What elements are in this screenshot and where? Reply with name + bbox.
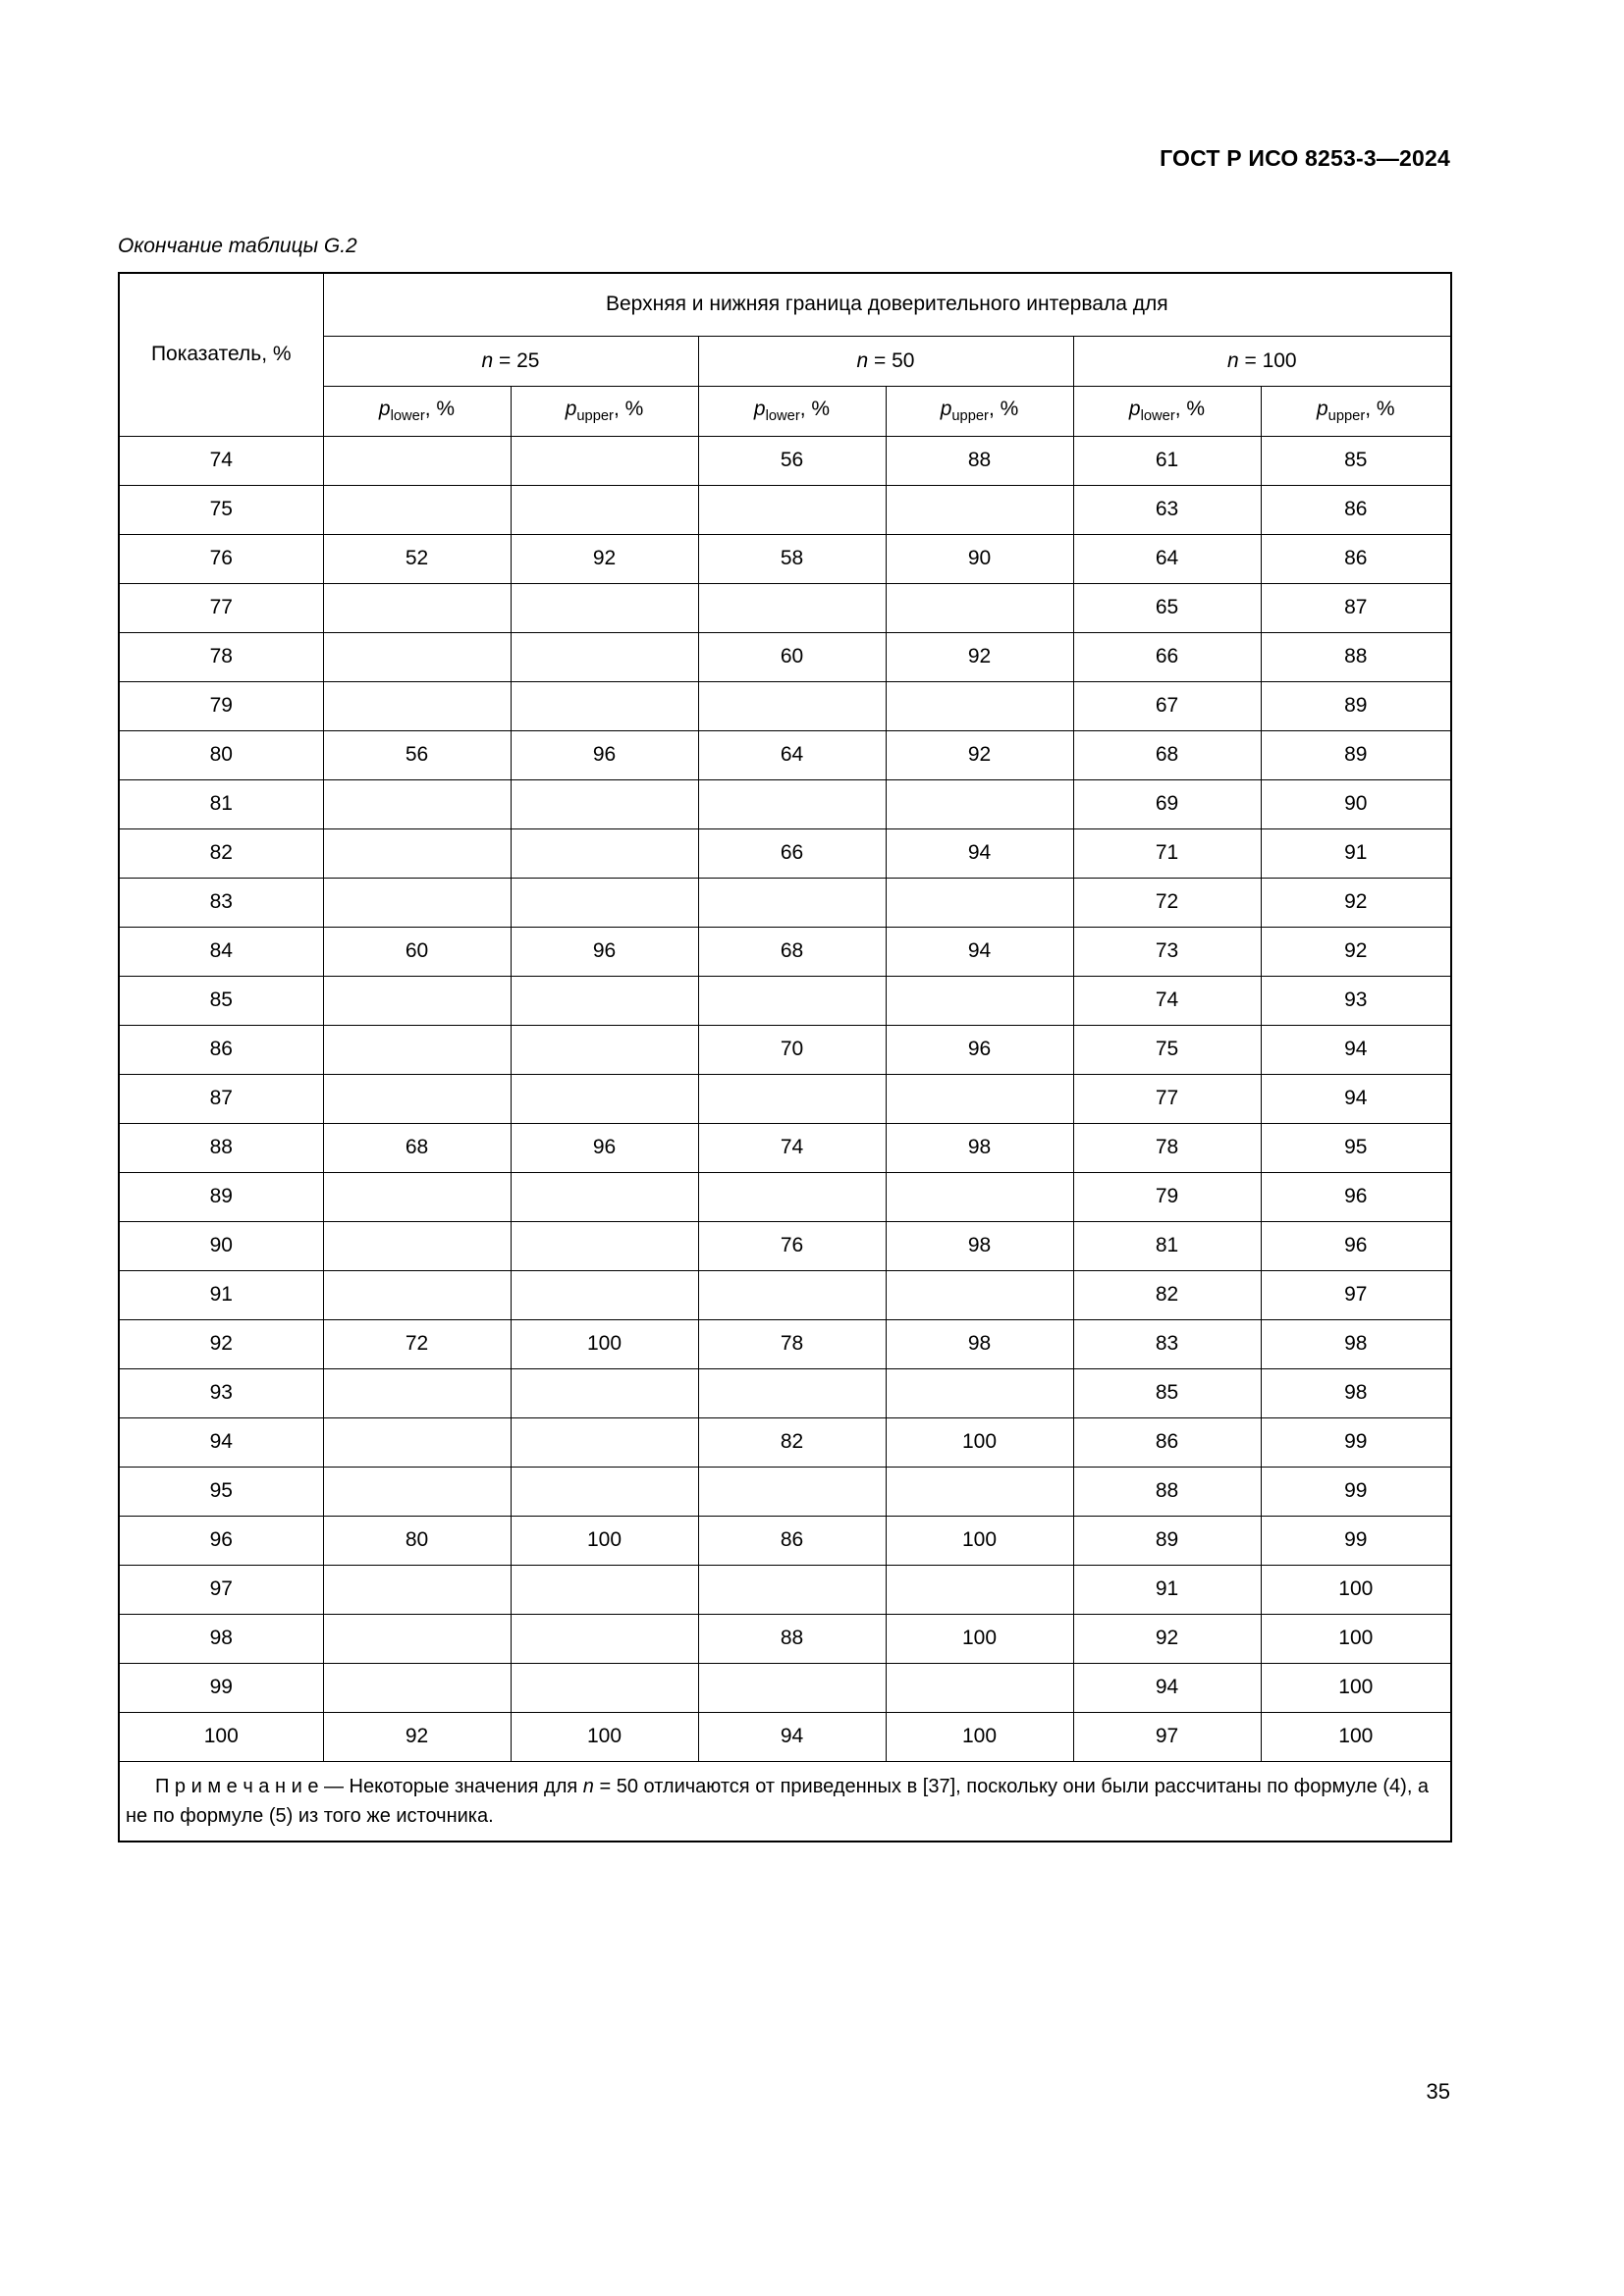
indicator-cell: 88 bbox=[119, 1123, 323, 1172]
value-cell: 88 bbox=[886, 436, 1073, 485]
value-cell bbox=[323, 1221, 511, 1270]
value-cell bbox=[698, 878, 886, 927]
value-cell: 92 bbox=[1261, 878, 1451, 927]
value-cell: 60 bbox=[698, 632, 886, 681]
value-cell: 91 bbox=[1073, 1565, 1261, 1614]
p-symbol: p bbox=[1316, 397, 1328, 420]
value-cell bbox=[698, 1663, 886, 1712]
col-header-indicator: Показатель, % bbox=[119, 273, 323, 436]
p-symbol: p bbox=[940, 397, 952, 420]
value-cell bbox=[323, 976, 511, 1025]
value-cell: 92 bbox=[511, 534, 698, 583]
value-cell: 97 bbox=[1261, 1270, 1451, 1319]
value-cell bbox=[698, 1467, 886, 1516]
indicator-cell: 75 bbox=[119, 485, 323, 534]
indicator-cell: 96 bbox=[119, 1516, 323, 1565]
value-cell: 64 bbox=[698, 730, 886, 779]
table-row bbox=[119, 583, 1451, 632]
p-subscript: lower bbox=[390, 408, 425, 425]
value-cell bbox=[511, 1074, 698, 1123]
table-row bbox=[119, 1025, 1451, 1074]
value-cell bbox=[511, 1270, 698, 1319]
note-row bbox=[119, 1761, 1451, 1842]
value-cell: 100 bbox=[1261, 1614, 1451, 1663]
value-cell bbox=[323, 1565, 511, 1614]
value-cell: 77 bbox=[1073, 1074, 1261, 1123]
note-text-2: = 50 отличаются от приведенных в [37], поскольку они были рассчитаны по формуле (4), а не по формуле (5) из того же источника. bbox=[126, 1775, 1430, 1827]
table-row bbox=[119, 1565, 1451, 1614]
value-cell bbox=[511, 1368, 698, 1417]
table-row bbox=[119, 1319, 1451, 1368]
value-cell: 83 bbox=[1073, 1319, 1261, 1368]
indicator-cell: 90 bbox=[119, 1221, 323, 1270]
value-cell bbox=[698, 485, 886, 534]
table-row bbox=[119, 927, 1451, 976]
value-cell: 78 bbox=[698, 1319, 886, 1368]
value-cell: 90 bbox=[886, 534, 1073, 583]
value-cell: 86 bbox=[1073, 1417, 1261, 1467]
value-cell: 92 bbox=[1261, 927, 1451, 976]
value-cell bbox=[698, 681, 886, 730]
value-cell bbox=[886, 779, 1073, 828]
p-suffix: , % bbox=[1365, 397, 1395, 420]
indicator-cell: 82 bbox=[119, 828, 323, 878]
value-cell: 66 bbox=[1073, 632, 1261, 681]
indicator-cell: 92 bbox=[119, 1319, 323, 1368]
value-cell: 100 bbox=[511, 1319, 698, 1368]
value-cell bbox=[323, 1614, 511, 1663]
value-cell bbox=[323, 779, 511, 828]
note-label: П р и м е ч а н и е bbox=[155, 1775, 319, 1797]
p-subscript: lower bbox=[765, 408, 800, 425]
value-cell: 91 bbox=[1261, 828, 1451, 878]
value-cell: 97 bbox=[1073, 1712, 1261, 1761]
value-cell: 99 bbox=[1261, 1516, 1451, 1565]
value-cell: 96 bbox=[1261, 1221, 1451, 1270]
table-row bbox=[119, 681, 1451, 730]
value-cell: 100 bbox=[1261, 1565, 1451, 1614]
value-cell: 99 bbox=[1261, 1417, 1451, 1467]
value-cell bbox=[323, 485, 511, 534]
value-cell: 82 bbox=[1073, 1270, 1261, 1319]
table-row bbox=[119, 828, 1451, 878]
value-cell bbox=[886, 583, 1073, 632]
table-row bbox=[119, 436, 1451, 485]
indicator-cell: 99 bbox=[119, 1663, 323, 1712]
value-cell: 88 bbox=[1261, 632, 1451, 681]
table-row bbox=[119, 1516, 1451, 1565]
n-symbol: n bbox=[1226, 348, 1239, 372]
value-cell: 79 bbox=[1073, 1172, 1261, 1221]
value-cell bbox=[323, 583, 511, 632]
value-cell bbox=[698, 583, 886, 632]
indicator-cell: 81 bbox=[119, 779, 323, 828]
n-symbol: n bbox=[481, 348, 494, 372]
value-cell bbox=[323, 1417, 511, 1467]
value-cell bbox=[698, 1368, 886, 1417]
value-cell: 98 bbox=[886, 1123, 1073, 1172]
value-cell: 85 bbox=[1073, 1368, 1261, 1417]
group-header-n50 bbox=[698, 336, 1073, 386]
value-cell: 76 bbox=[698, 1221, 886, 1270]
indicator-cell: 74 bbox=[119, 436, 323, 485]
value-cell: 98 bbox=[1261, 1368, 1451, 1417]
value-cell bbox=[511, 1614, 698, 1663]
p-suffix: , % bbox=[1174, 397, 1206, 420]
indicator-cell: 95 bbox=[119, 1467, 323, 1516]
table-row bbox=[119, 1368, 1451, 1417]
value-cell bbox=[323, 1467, 511, 1516]
value-cell: 58 bbox=[698, 534, 886, 583]
p-suffix: , % bbox=[799, 397, 831, 420]
indicator-cell: 83 bbox=[119, 878, 323, 927]
table-row bbox=[119, 976, 1451, 1025]
value-cell: 94 bbox=[698, 1712, 886, 1761]
table-row bbox=[119, 1221, 1451, 1270]
indicator-cell: 98 bbox=[119, 1614, 323, 1663]
p-subscript: upper bbox=[576, 408, 614, 425]
value-cell bbox=[698, 1074, 886, 1123]
table-note bbox=[126, 1772, 1444, 1831]
value-cell bbox=[886, 681, 1073, 730]
table-row bbox=[119, 1270, 1451, 1319]
indicator-cell: 97 bbox=[119, 1565, 323, 1614]
table-row bbox=[119, 878, 1451, 927]
value-cell bbox=[886, 1368, 1073, 1417]
table-head bbox=[119, 273, 1451, 436]
value-cell: 68 bbox=[1073, 730, 1261, 779]
value-cell bbox=[323, 1074, 511, 1123]
value-cell: 66 bbox=[698, 828, 886, 878]
value-cell: 81 bbox=[1073, 1221, 1261, 1270]
value-cell bbox=[511, 779, 698, 828]
value-cell bbox=[886, 976, 1073, 1025]
header-row-1 bbox=[119, 273, 1451, 336]
value-cell: 69 bbox=[1073, 779, 1261, 828]
indicator-cell: 85 bbox=[119, 976, 323, 1025]
value-cell: 98 bbox=[886, 1221, 1073, 1270]
value-cell bbox=[698, 1565, 886, 1614]
value-cell: 96 bbox=[511, 927, 698, 976]
value-cell: 94 bbox=[886, 927, 1073, 976]
value-cell bbox=[886, 1172, 1073, 1221]
value-cell bbox=[511, 1221, 698, 1270]
value-cell bbox=[511, 632, 698, 681]
value-cell: 94 bbox=[1073, 1663, 1261, 1712]
col-header-p-upper bbox=[511, 386, 698, 436]
value-cell bbox=[323, 878, 511, 927]
value-cell: 93 bbox=[1261, 976, 1451, 1025]
value-cell: 68 bbox=[698, 927, 886, 976]
value-cell bbox=[511, 681, 698, 730]
value-cell: 96 bbox=[1261, 1172, 1451, 1221]
value-cell: 96 bbox=[886, 1025, 1073, 1074]
table-row bbox=[119, 534, 1451, 583]
value-cell: 85 bbox=[1261, 436, 1451, 485]
value-cell bbox=[323, 1025, 511, 1074]
p-symbol: p bbox=[565, 397, 577, 420]
value-cell bbox=[323, 1368, 511, 1417]
value-cell bbox=[511, 976, 698, 1025]
value-cell bbox=[511, 485, 698, 534]
col-header-p-lower bbox=[1073, 386, 1261, 436]
value-cell: 89 bbox=[1261, 681, 1451, 730]
table-row bbox=[119, 1074, 1451, 1123]
table-row bbox=[119, 485, 1451, 534]
value-cell: 64 bbox=[1073, 534, 1261, 583]
value-cell bbox=[511, 1565, 698, 1614]
value-cell: 65 bbox=[1073, 583, 1261, 632]
group-label: = 100 bbox=[1238, 348, 1297, 372]
value-cell: 92 bbox=[886, 730, 1073, 779]
value-cell: 94 bbox=[1261, 1025, 1451, 1074]
value-cell bbox=[886, 1467, 1073, 1516]
p-symbol: p bbox=[753, 397, 766, 420]
value-cell bbox=[886, 485, 1073, 534]
value-cell: 68 bbox=[323, 1123, 511, 1172]
table-foot bbox=[119, 1761, 1451, 1842]
value-cell: 100 bbox=[886, 1712, 1073, 1761]
p-symbol: p bbox=[378, 397, 391, 420]
confidence-interval-table bbox=[118, 272, 1452, 1842]
value-cell: 100 bbox=[1261, 1663, 1451, 1712]
value-cell: 60 bbox=[323, 927, 511, 976]
value-cell: 63 bbox=[1073, 485, 1261, 534]
p-suffix: , % bbox=[424, 397, 456, 420]
value-cell bbox=[886, 1663, 1073, 1712]
col-header-p-lower bbox=[698, 386, 886, 436]
page-number: 35 bbox=[1426, 2079, 1450, 2104]
value-cell: 82 bbox=[698, 1417, 886, 1467]
table-row bbox=[119, 779, 1451, 828]
indicator-cell: 84 bbox=[119, 927, 323, 976]
value-cell bbox=[511, 1172, 698, 1221]
table-row bbox=[119, 1467, 1451, 1516]
value-cell: 70 bbox=[698, 1025, 886, 1074]
value-cell: 90 bbox=[1261, 779, 1451, 828]
value-cell bbox=[698, 1270, 886, 1319]
value-cell bbox=[323, 632, 511, 681]
value-cell: 88 bbox=[698, 1614, 886, 1663]
col-header-p-lower bbox=[323, 386, 511, 436]
value-cell: 74 bbox=[1073, 976, 1261, 1025]
value-cell bbox=[511, 1663, 698, 1712]
indicator-cell: 79 bbox=[119, 681, 323, 730]
indicator-cell: 76 bbox=[119, 534, 323, 583]
value-cell: 74 bbox=[698, 1123, 886, 1172]
indicator-cell: 93 bbox=[119, 1368, 323, 1417]
p-subscript: upper bbox=[1327, 408, 1366, 425]
value-cell: 52 bbox=[323, 534, 511, 583]
p-subscript: upper bbox=[951, 408, 989, 425]
value-cell: 86 bbox=[1261, 485, 1451, 534]
n-symbol: n bbox=[582, 1775, 594, 1797]
value-cell: 98 bbox=[1261, 1319, 1451, 1368]
p-symbol: p bbox=[1128, 397, 1141, 420]
value-cell: 100 bbox=[511, 1712, 698, 1761]
value-cell: 100 bbox=[1261, 1712, 1451, 1761]
value-cell: 56 bbox=[698, 436, 886, 485]
value-cell: 99 bbox=[1261, 1467, 1451, 1516]
table-row bbox=[119, 1417, 1451, 1467]
value-cell bbox=[511, 1025, 698, 1074]
indicator-cell: 100 bbox=[119, 1712, 323, 1761]
table-row bbox=[119, 1712, 1451, 1761]
indicator-cell: 86 bbox=[119, 1025, 323, 1074]
value-cell: 61 bbox=[1073, 436, 1261, 485]
value-cell bbox=[698, 1172, 886, 1221]
value-cell: 87 bbox=[1261, 583, 1451, 632]
value-cell: 88 bbox=[1073, 1467, 1261, 1516]
value-cell: 96 bbox=[511, 730, 698, 779]
indicator-cell: 94 bbox=[119, 1417, 323, 1467]
value-cell bbox=[511, 583, 698, 632]
value-cell: 89 bbox=[1261, 730, 1451, 779]
value-cell: 94 bbox=[1261, 1074, 1451, 1123]
group-header-n25 bbox=[323, 336, 698, 386]
value-cell bbox=[886, 1074, 1073, 1123]
value-cell: 94 bbox=[886, 828, 1073, 878]
n-symbol: n bbox=[856, 348, 869, 372]
document-header: ГОСТ Р ИСО 8253-3—2024 bbox=[1160, 145, 1450, 171]
table-caption: Окончание таблицы G.2 bbox=[118, 235, 357, 257]
document-page bbox=[118, 0, 1450, 1842]
table-row bbox=[119, 1663, 1451, 1712]
value-cell: 71 bbox=[1073, 828, 1261, 878]
table-row bbox=[119, 632, 1451, 681]
span-header: Верхняя и нижняя граница доверительного интервала для bbox=[323, 273, 1451, 336]
value-cell bbox=[511, 828, 698, 878]
indicator-cell: 78 bbox=[119, 632, 323, 681]
value-cell bbox=[886, 1565, 1073, 1614]
indicator-cell: 87 bbox=[119, 1074, 323, 1123]
value-cell: 100 bbox=[886, 1417, 1073, 1467]
value-cell: 92 bbox=[323, 1712, 511, 1761]
col-header-p-upper bbox=[1261, 386, 1451, 436]
value-cell: 67 bbox=[1073, 681, 1261, 730]
value-cell: 100 bbox=[886, 1614, 1073, 1663]
value-cell: 92 bbox=[886, 632, 1073, 681]
indicator-cell: 80 bbox=[119, 730, 323, 779]
value-cell bbox=[323, 1663, 511, 1712]
value-cell bbox=[511, 1467, 698, 1516]
table-row bbox=[119, 730, 1451, 779]
value-cell: 92 bbox=[1073, 1614, 1261, 1663]
col-header-p-upper bbox=[886, 386, 1073, 436]
value-cell: 96 bbox=[511, 1123, 698, 1172]
group-label: = 50 bbox=[868, 348, 915, 372]
value-cell bbox=[511, 878, 698, 927]
value-cell: 78 bbox=[1073, 1123, 1261, 1172]
value-cell: 100 bbox=[886, 1516, 1073, 1565]
indicator-cell: 89 bbox=[119, 1172, 323, 1221]
value-cell bbox=[511, 1417, 698, 1467]
value-cell bbox=[323, 1172, 511, 1221]
table-body bbox=[119, 436, 1451, 1761]
value-cell: 72 bbox=[323, 1319, 511, 1368]
value-cell bbox=[323, 1270, 511, 1319]
p-suffix: , % bbox=[613, 397, 644, 420]
value-cell: 80 bbox=[323, 1516, 511, 1565]
indicator-cell: 91 bbox=[119, 1270, 323, 1319]
table-row bbox=[119, 1172, 1451, 1221]
value-cell: 86 bbox=[1261, 534, 1451, 583]
table-row bbox=[119, 1123, 1451, 1172]
note-cell bbox=[119, 1761, 1451, 1842]
group-header-n100 bbox=[1073, 336, 1451, 386]
value-cell bbox=[698, 976, 886, 1025]
value-cell bbox=[323, 681, 511, 730]
value-cell: 98 bbox=[886, 1319, 1073, 1368]
indicator-cell: 77 bbox=[119, 583, 323, 632]
value-cell: 89 bbox=[1073, 1516, 1261, 1565]
value-cell: 72 bbox=[1073, 878, 1261, 927]
value-cell bbox=[323, 436, 511, 485]
value-cell: 86 bbox=[698, 1516, 886, 1565]
value-cell: 95 bbox=[1261, 1123, 1451, 1172]
p-suffix: , % bbox=[988, 397, 1019, 420]
value-cell bbox=[886, 1270, 1073, 1319]
table-row bbox=[119, 1614, 1451, 1663]
value-cell: 75 bbox=[1073, 1025, 1261, 1074]
group-label: = 25 bbox=[493, 348, 540, 372]
value-cell: 56 bbox=[323, 730, 511, 779]
value-cell bbox=[698, 779, 886, 828]
value-cell: 73 bbox=[1073, 927, 1261, 976]
note-text-1: — Некоторые значения для bbox=[318, 1775, 583, 1797]
value-cell: 100 bbox=[511, 1516, 698, 1565]
p-subscript: lower bbox=[1140, 408, 1175, 425]
value-cell bbox=[511, 436, 698, 485]
value-cell bbox=[886, 878, 1073, 927]
value-cell bbox=[323, 828, 511, 878]
